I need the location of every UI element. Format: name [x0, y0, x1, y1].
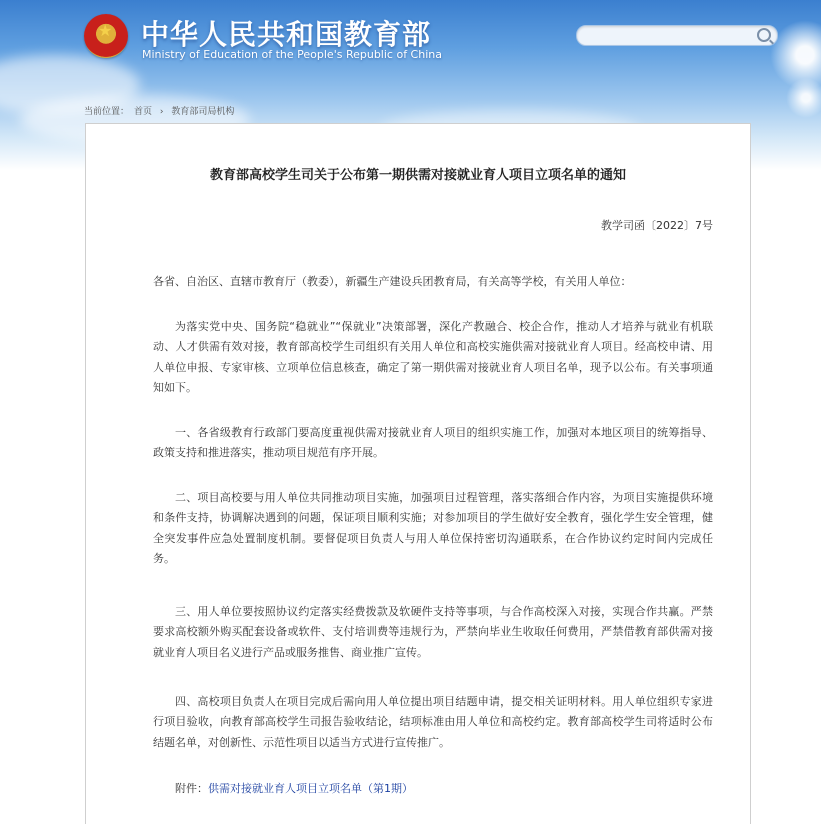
- attachment-link[interactable]: 供需对接就业育人项目立项名单（第1期）: [208, 782, 413, 795]
- breadcrumb-home-link[interactable]: 首页: [134, 107, 153, 117]
- body-paragraph: 三、用人单位要按照协议约定落实经费拨款及软硬件支持等事项，与合作高校深入对接，实现合作共赢。严禁要求高校额外购买配套设备或软件、支付培训费等违规行为，严禁向毕业生收取任何费用，严禁借教育部供需对接就业育人项目名义进行产品或服务推售、商业推广宣传。: [153, 605, 713, 659]
- breadcrumb-current-link[interactable]: 教育部司局机构: [171, 107, 235, 117]
- attachment: [175, 780, 413, 796]
- search-input[interactable]: [576, 25, 778, 46]
- article-title: 教育部高校学生司关于公布第一期供需对接就业育人项目立项名单的通知: [209, 168, 626, 183]
- attachment-label: 附件：: [175, 782, 208, 795]
- search-icon[interactable]: [757, 28, 771, 42]
- body-paragraph: 四、高校项目负责人在项目完成后需向用人单位提出项目结题申请，提交相关证明材料。用人单位组织专家进行项目验收，向教育部高校学生司报告验收结论，结项标准由用人单位和高校约定。教育部高校学生司将适时公布结题名单，对创新性、示范性项目以适当方式进行宣传推广。: [153, 695, 713, 749]
- star-icon: ★: [98, 21, 113, 40]
- chevron-right-icon: ›: [159, 107, 164, 117]
- addressee: 各省、自治区、直辖市教育厅（教委），新疆生产建设兵团教育局，有关高等学校，有关用人单位：: [153, 275, 632, 288]
- site-title[interactable]: 中华人民共和国教育部: [141, 18, 432, 51]
- site-subtitle: Ministry of Education of the People's Republic of China: [142, 48, 442, 61]
- dandelion-decoration: [786, 78, 821, 118]
- article-panel: [85, 123, 751, 824]
- document-number: 教学司函〔2022〕7号: [601, 219, 713, 232]
- body-paragraph: 为落实党中央、国务院“稳就业”“保就业”决策部署，深化产教融合、校企合作，推动人才培养与就业有机联动、人才供需有效对接，教育部高校学生司组织有关用人单位和高校实施供需对接就业育人项目。经高校申请、用人单位申报、专家审核、立项单位信息核查，确定了第一期供需对接就业育人项目名单，现予以公布。有关事项通知如下。: [153, 320, 713, 394]
- body-paragraph: 二、项目高校要与用人单位共同推动项目实施，加强项目过程管理，落实落细合作内容，为项目实施提供环境和条件支持，协调解决遇到的问题，保证项目顺利实施；对参加项目的学生做好安全教育，强化学生安全管理，健全突发事件应急处置制度机制。要督促项目负责人与用人单位保持密切沟通联系，在合作协议约定时间内完成任务。: [153, 491, 713, 565]
- breadcrumb-prefix: 当前位置：: [84, 107, 130, 117]
- body-paragraph: 一、各省级教育行政部门要高度重视供需对接就业育人项目的组织实施工作，加强对本地区项目的统筹指导、政策支持和推进落实，推动项目规范有序开展。: [153, 426, 713, 460]
- breadcrumb: [84, 104, 239, 117]
